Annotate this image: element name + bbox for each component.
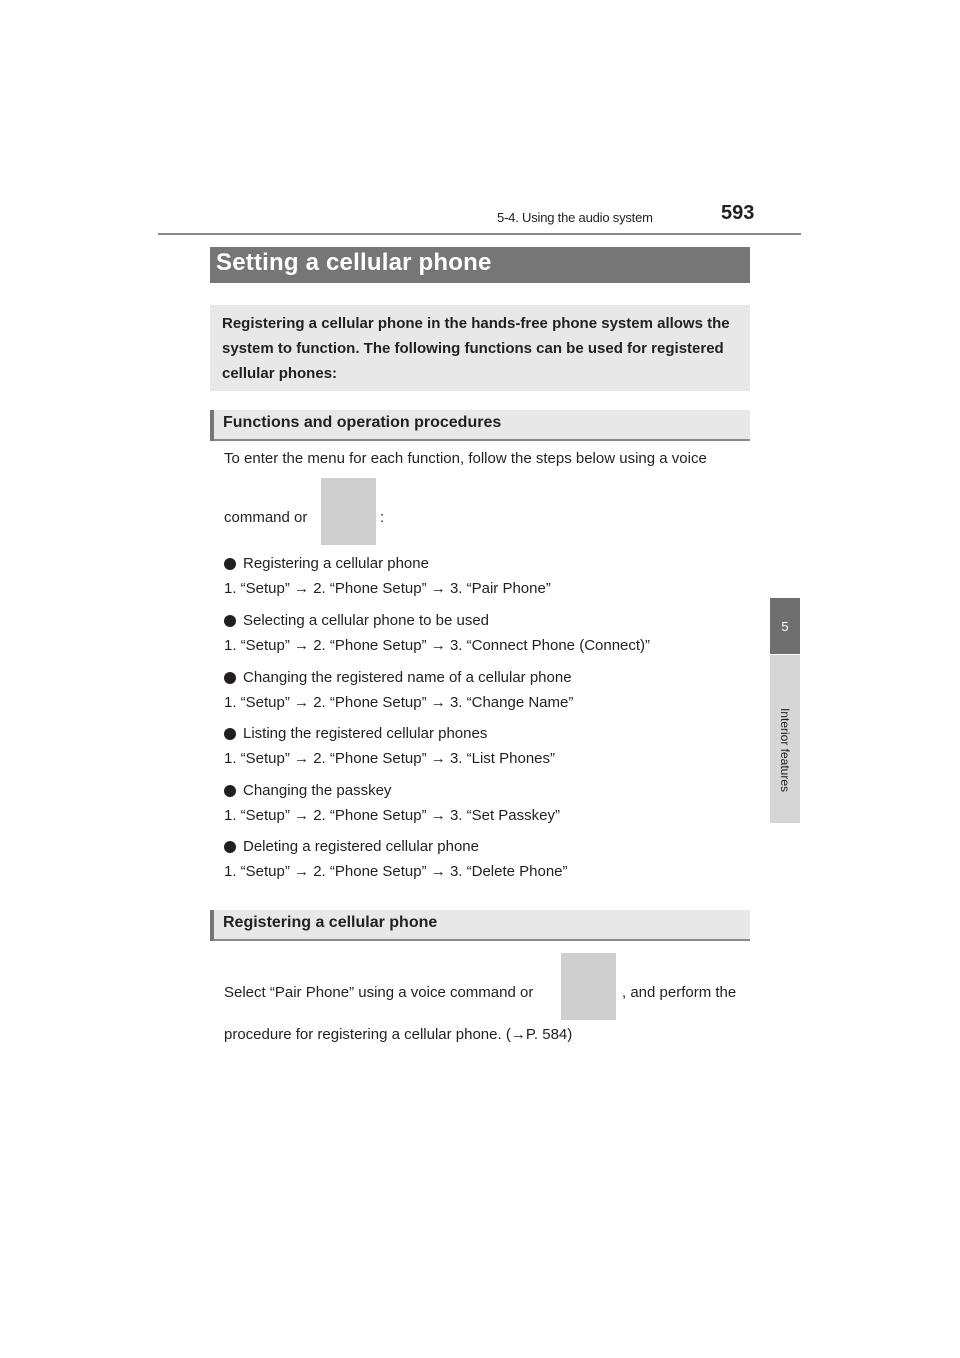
list-item — [224, 612, 651, 654]
item-title: Selecting a cellular phone to be used — [243, 612, 490, 629]
bullet-icon — [224, 558, 236, 570]
register-line-2: procedure for registering a cellular phone. (→P. 584) — [224, 1026, 573, 1043]
section-heading-accent — [210, 910, 214, 941]
list-item — [224, 669, 574, 711]
chapter-label: Interior features — [778, 707, 792, 793]
item-steps: 1. “Setup” → 2. “Phone Setup” → 3. “List Phones” — [224, 750, 555, 767]
intro-text: Registering a cellular phone in the hands-free phone system allows the system to function. The following functions can be used for registered cellular phones: — [222, 315, 730, 382]
item-steps: 1. “Setup” → 2. “Phone Setup” → 3. “Set Passkey” — [224, 807, 560, 824]
menu-button-image — [321, 478, 376, 545]
lead-line-2: command or — [224, 509, 308, 526]
bullet-icon — [224, 672, 236, 684]
item-title: Listing the registered cellular phones — [243, 725, 488, 742]
bullet-icon — [224, 785, 236, 797]
bullet-icon — [224, 728, 236, 740]
register-line-1-end: , and perform the — [622, 984, 737, 1001]
register-line-1: Select “Pair Phone” using a voice command or — [224, 984, 534, 1001]
bullet-icon — [224, 615, 236, 627]
item-title: Deleting a registered cellular phone — [243, 838, 479, 855]
page-number: 593 — [721, 202, 755, 224]
lead-line-1: To enter the menu for each function, follow the steps below using a voice — [224, 450, 707, 467]
chapter-tab — [770, 598, 800, 654]
page-title: Setting a cellular phone — [216, 249, 492, 276]
item-title: Changing the passkey — [243, 782, 392, 799]
bullet-icon — [224, 841, 236, 853]
section-heading-registering: Registering a cellular phone — [223, 914, 438, 931]
list-item — [224, 725, 555, 767]
section-header: 5-4. Using the audio system — [497, 210, 653, 225]
section-heading-functions: Functions and operation procedures — [223, 414, 502, 431]
section-heading-accent — [210, 410, 214, 441]
chapter-number: 5 — [781, 618, 789, 634]
item-steps: 1. “Setup” → 2. “Phone Setup” → 3. “Connect Phone (Connect)” — [224, 637, 651, 654]
menu-button-image — [561, 953, 616, 1020]
chapter-label-wrap — [772, 680, 798, 820]
item-steps: 1. “Setup” → 2. “Phone Setup” → 3. “Delete Phone” — [224, 863, 568, 880]
lead-line-2-end: : — [380, 509, 385, 526]
item-steps: 1. “Setup” → 2. “Phone Setup” → 3. “Change Name” — [224, 694, 574, 711]
header-divider — [158, 233, 801, 235]
item-steps: 1. “Setup” → 2. “Phone Setup” → 3. “Pair Phone” — [224, 580, 551, 597]
list-item — [224, 782, 560, 824]
item-title: Changing the registered name of a cellular phone — [243, 669, 572, 686]
list-item — [224, 555, 551, 597]
item-title: Registering a cellular phone — [243, 555, 429, 572]
list-item — [224, 838, 568, 880]
